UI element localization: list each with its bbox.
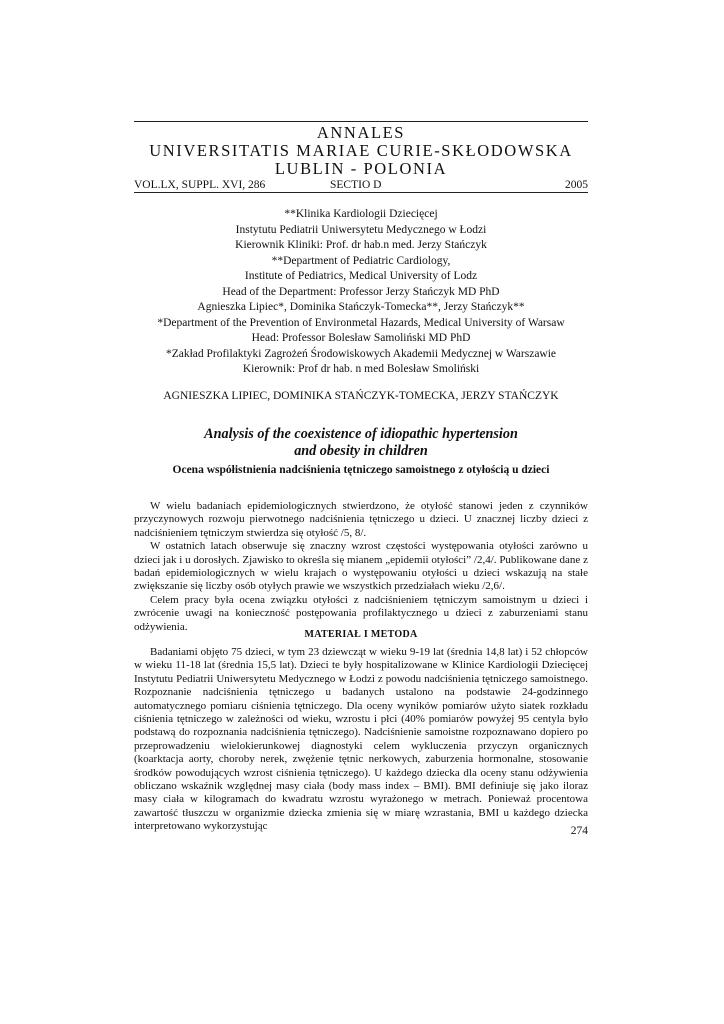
affiliation-line: Instytutu Pediatrii Uniwersytetu Medycznego w Łodzi [235,223,487,236]
section-info: SECTIO D [330,179,382,191]
journal-title-line-2: UNIVERSITATIS MARIAE CURIE-SKŁODOWSKA [149,141,573,160]
methods-paragraph: Badaniami objęto 75 dzieci, w tym 23 dziewcząt w wieku 9-19 lat (średnia 14,8 lat) i 52 chłopców w wieku 11-18 lat (średnia 15,5 lat). Dzieci te były hospitalizowane w Klinice Kardiologii Dziecięcej Instytutu Pediatrii Uniwersytetu Medycznego w Łodzi z powodu nadciśnienia tętniczego samoistnego. Rozpoznanie nadciśnienia tętniczego u badanych ustalono na podstawie 24-godzinnego automatycznego pomiaru ciśnienia tętniczego. Dla oceny wyników pomiarów użyto siatek rozkładu ciśnienia tętniczego w zależności od wieku, wzrostu i płci (40% pomiarów powyżej 95 centyla było podstawą do rozpoznania nadciśnienia tętniczego). Nadciśnienie samoistne rozpoznawano dopiero po przeprowadzeniu wielokierunkowej diagnostyki celem wykluczenia przyczyn organicznych (koarktacja aorty, choroby nerek, zwężenie tętnic nerkowych, zaburzenia hormonalne, stosowanie środków powodujących wzrost ciśnienia tętniczego). U każdego dziecka dla oceny stanu odżywienia obliczano wskaźnik względnej masy ciała (body mass index – BMI). BMI definiuje się jako iloraz masy ciała w kilogramach do kwadratu wzrostu wyrażonego w metrach. Ponieważ procentowa zawartość tłuszczu w organizmie dziecka zmienia się w miarę wzrastania, BMI u każdego dziecka interpretowano wykorzystując [134,646,588,833]
volume-info: VOL.LX, SUPPL. XVI, 286 [134,179,266,191]
paper-title-line-1: Analysis of the coexistence of idiopathic hypertension [204,426,518,442]
page-number: 274 [570,825,588,837]
paper-title [134,426,588,460]
affiliation-line: Agnieszka Lipiec*, Dominika Stańczyk-Tomecka**, Jerzy Stańczyk** [197,301,525,313]
affiliation-line: Kierownik: Prof dr hab. n med Bolesław Smoliński [242,363,480,375]
paper-title-line-2: and obesity in children [294,443,428,459]
paper-subtitle: Ocena współistnienia nadciśnienia tętniczego samoistnego z otyłością u dzieci [172,464,550,476]
introduction-text [134,500,588,634]
intro-paragraph: Celem pracy była ocena związku otyłości z nadciśnieniem tętniczym samoistnym u dzieci i zwrócenie uwagi na konieczność postępowania profilaktycznego u dzieci z zaburzeniami stanu odżywienia. [134,593,588,633]
affiliation-line: *Zakład Profilaktyki Zagrożeń Środowiskowych Akademii Medycznej w Warszawie [165,347,557,360]
affiliation-line: Kierownik Kliniki: Prof. dr hab.n med. Jerzy Stańczyk [235,239,487,251]
affiliation-line: *Department of the Prevention of Environmetal Hazards, Medical University of Warsaw [157,316,565,329]
affiliation-line: Head: Professor Bolesław Samoliński MD PhD [251,332,471,344]
intro-paragraph: W ostatnich latach obserwuje się znaczny wzrost częstości występowania otyłości zarówno u dzieci jak i u dorosłych. Zjawisko to określa się mianem „epidemii otyłości” /2,4/. Publikowane dane z badań epidemiologicznych w wielu krajach o występowaniu otyłości u dzieci wskazują na stałe zwiększanie się liczby osób otyłych prawie we wszystkich przedziałach wieku /2,6/. [134,540,588,593]
journal-title-line-3: LUBLIN - POLONIA [274,159,448,178]
intro-paragraph: W wielu badaniach epidemiologicznych stwierdzono, że otyłość stanowi jeden z czynników przyczynowych rozwoju pierwotnego nadciśnienia tętniczego u dzieci. U znacznej liczby dzieci z nadciśnieniem tętniczym stwierdza się otyłość /5, 8/. [134,500,588,539]
affiliation-line: Institute of Pediatrics, Medical University of Lodz [244,270,478,282]
journal-title-line-1: ANNALES [316,123,406,142]
author-list: AGNIESZKA LIPIEC, DOMINIKA STAŃCZYK-TOMECKA, JERZY STAŃCZYK [163,390,559,402]
affiliations-block [134,207,588,378]
affiliation-line: **Department of Pediatric Cardiology, [271,254,451,267]
affiliation-line: Head of the Department: Professor Jerzy Stańczyk MD PhD [222,285,500,298]
year-info: 2005 [565,179,588,191]
header-top-rule [134,121,588,122]
affiliation-line: **Klinika Kardiologii Dziecięcej [284,208,438,220]
section-heading: MATERIAŁ I METODA [304,629,418,640]
journal-meta [134,178,588,192]
methods-text [134,646,588,834]
header-bottom-rule [134,192,588,193]
